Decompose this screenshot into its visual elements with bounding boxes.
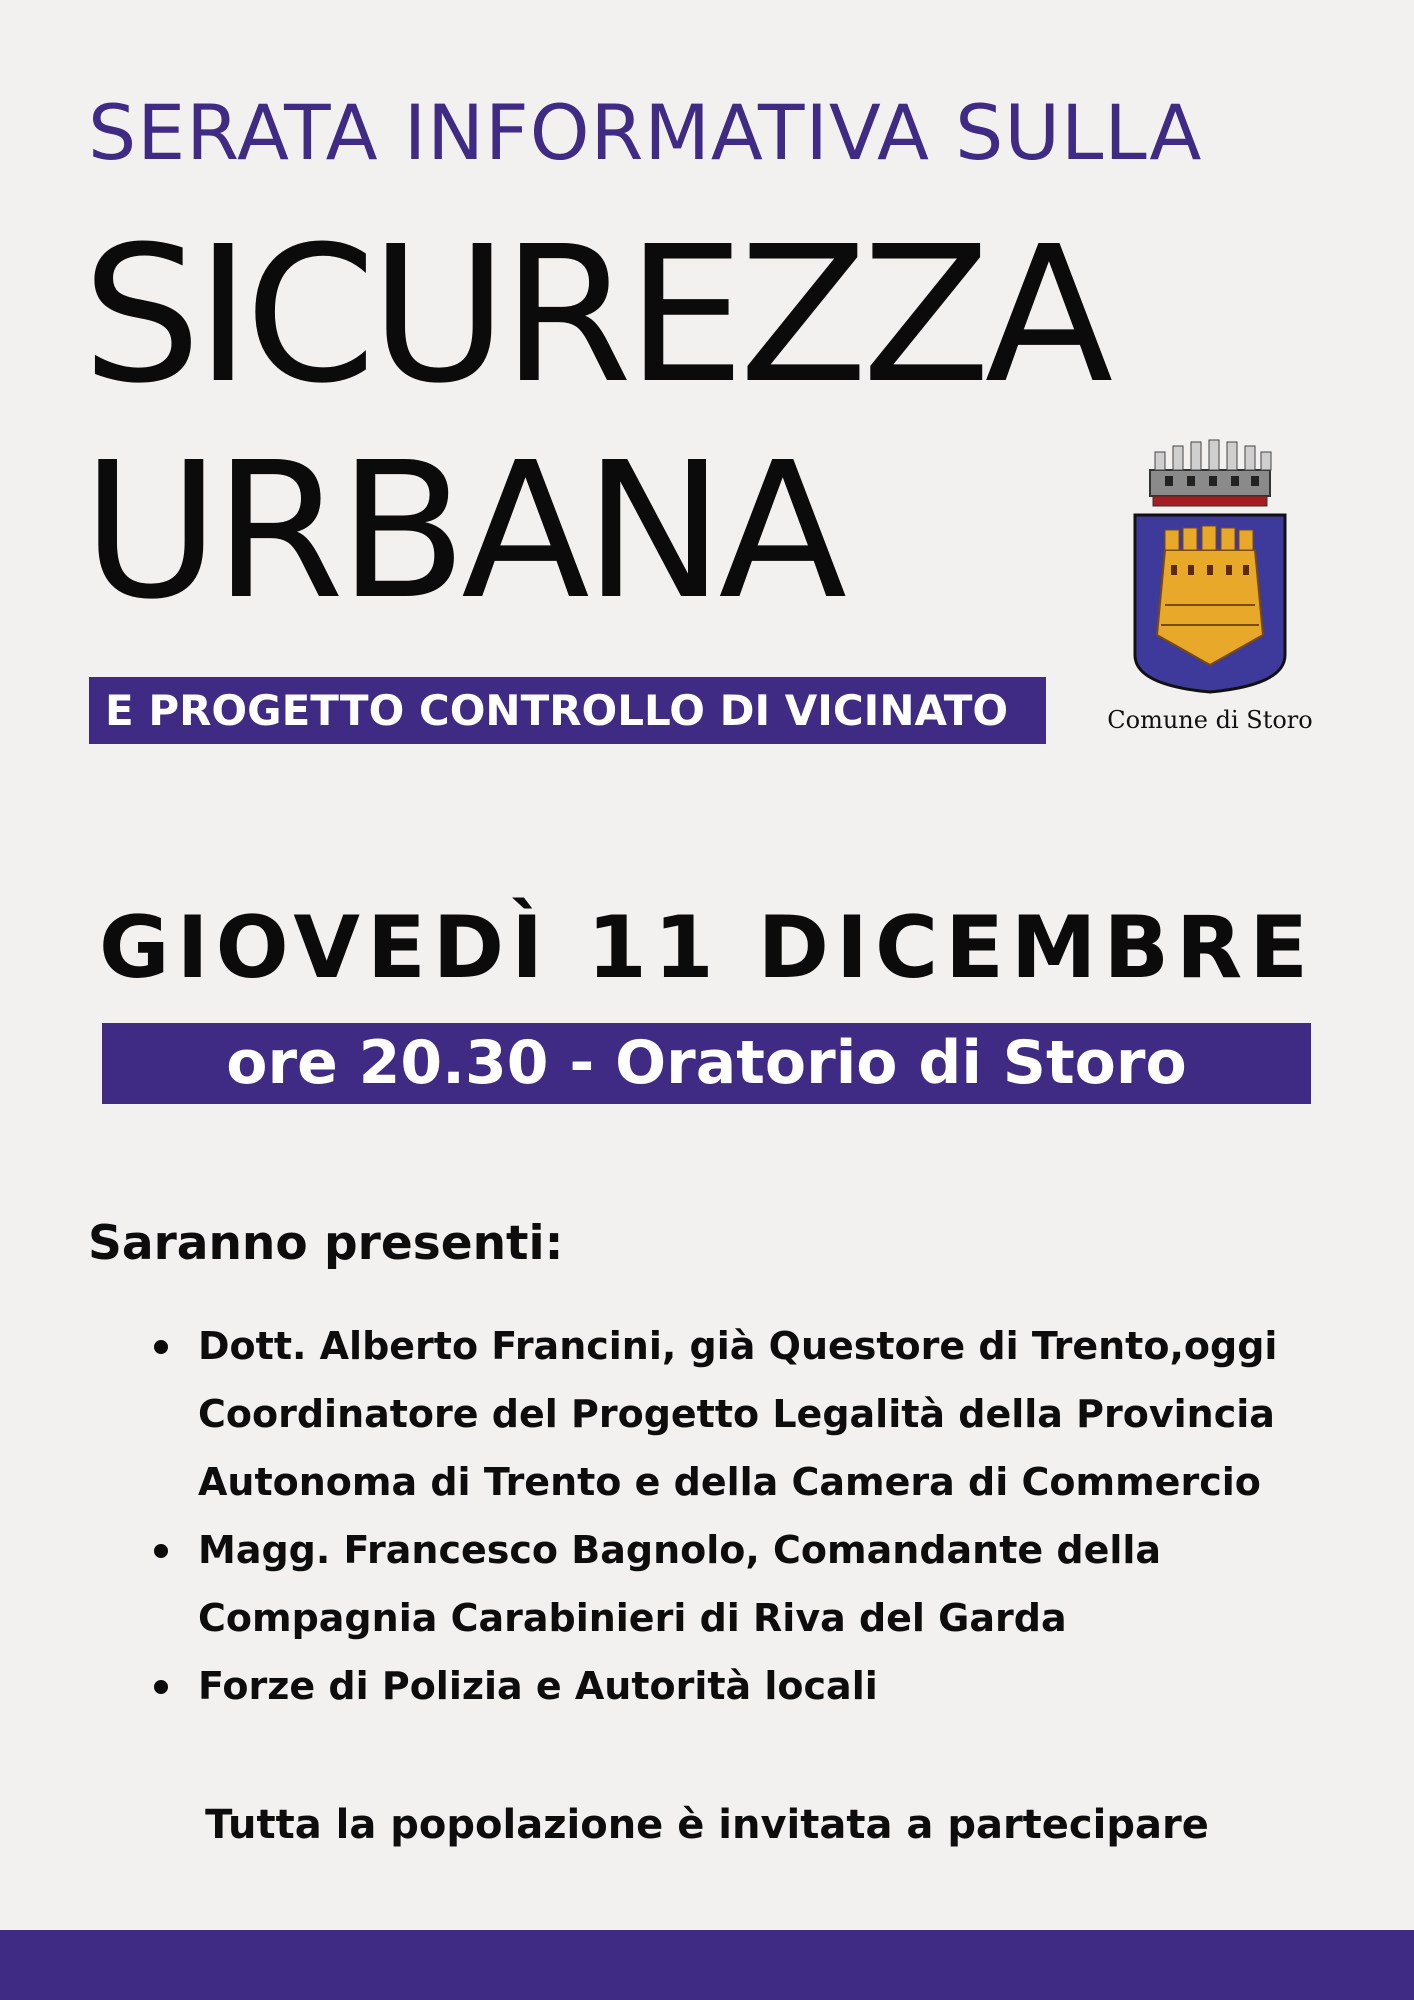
speaker-text: Magg. Francesco Bagnolo, Comandante della Compagnia Carabinieri di Riva del Garda (198, 1528, 1162, 1640)
event-time-place: ore 20.30 - Oratorio di Storo (102, 1023, 1311, 1104)
list-item (150, 1516, 1350, 1652)
main-title-line1: SICUREZZA (82, 206, 1108, 425)
bullet-icon (154, 1544, 168, 1558)
logo-caption: Comune di Storo (1107, 706, 1313, 734)
speakers-list (150, 1312, 1350, 1720)
list-item (150, 1652, 1350, 1720)
coat-of-arms-icon (1095, 430, 1325, 750)
speaker-text: Dott. Alberto Francini, già Questore di Trento,oggi Coordinatore del Progetto Legalità della Provincia Autonoma di Trento e della Camera di Commercio (198, 1324, 1278, 1504)
main-title-line2: URBANA (82, 422, 842, 641)
speaker-text: Forze di Polizia e Autorità locali (198, 1664, 878, 1708)
event-date: GIOVEDÌ 11 DICEMBRE (99, 898, 1315, 998)
bottom-bar (0, 1930, 1414, 2000)
bullet-icon (154, 1340, 168, 1354)
bullet-icon (154, 1680, 168, 1694)
pre-title: SERATA INFORMATIVA SULLA (88, 88, 1203, 177)
list-item (150, 1312, 1350, 1516)
subtitle-band: E PROGETTO CONTROLLO DI VICINATO (89, 677, 1046, 744)
speakers-heading: Saranno presenti: (88, 1216, 564, 1271)
invite-text: Tutta la popolazione è invitata a partecipare (205, 1802, 1209, 1848)
